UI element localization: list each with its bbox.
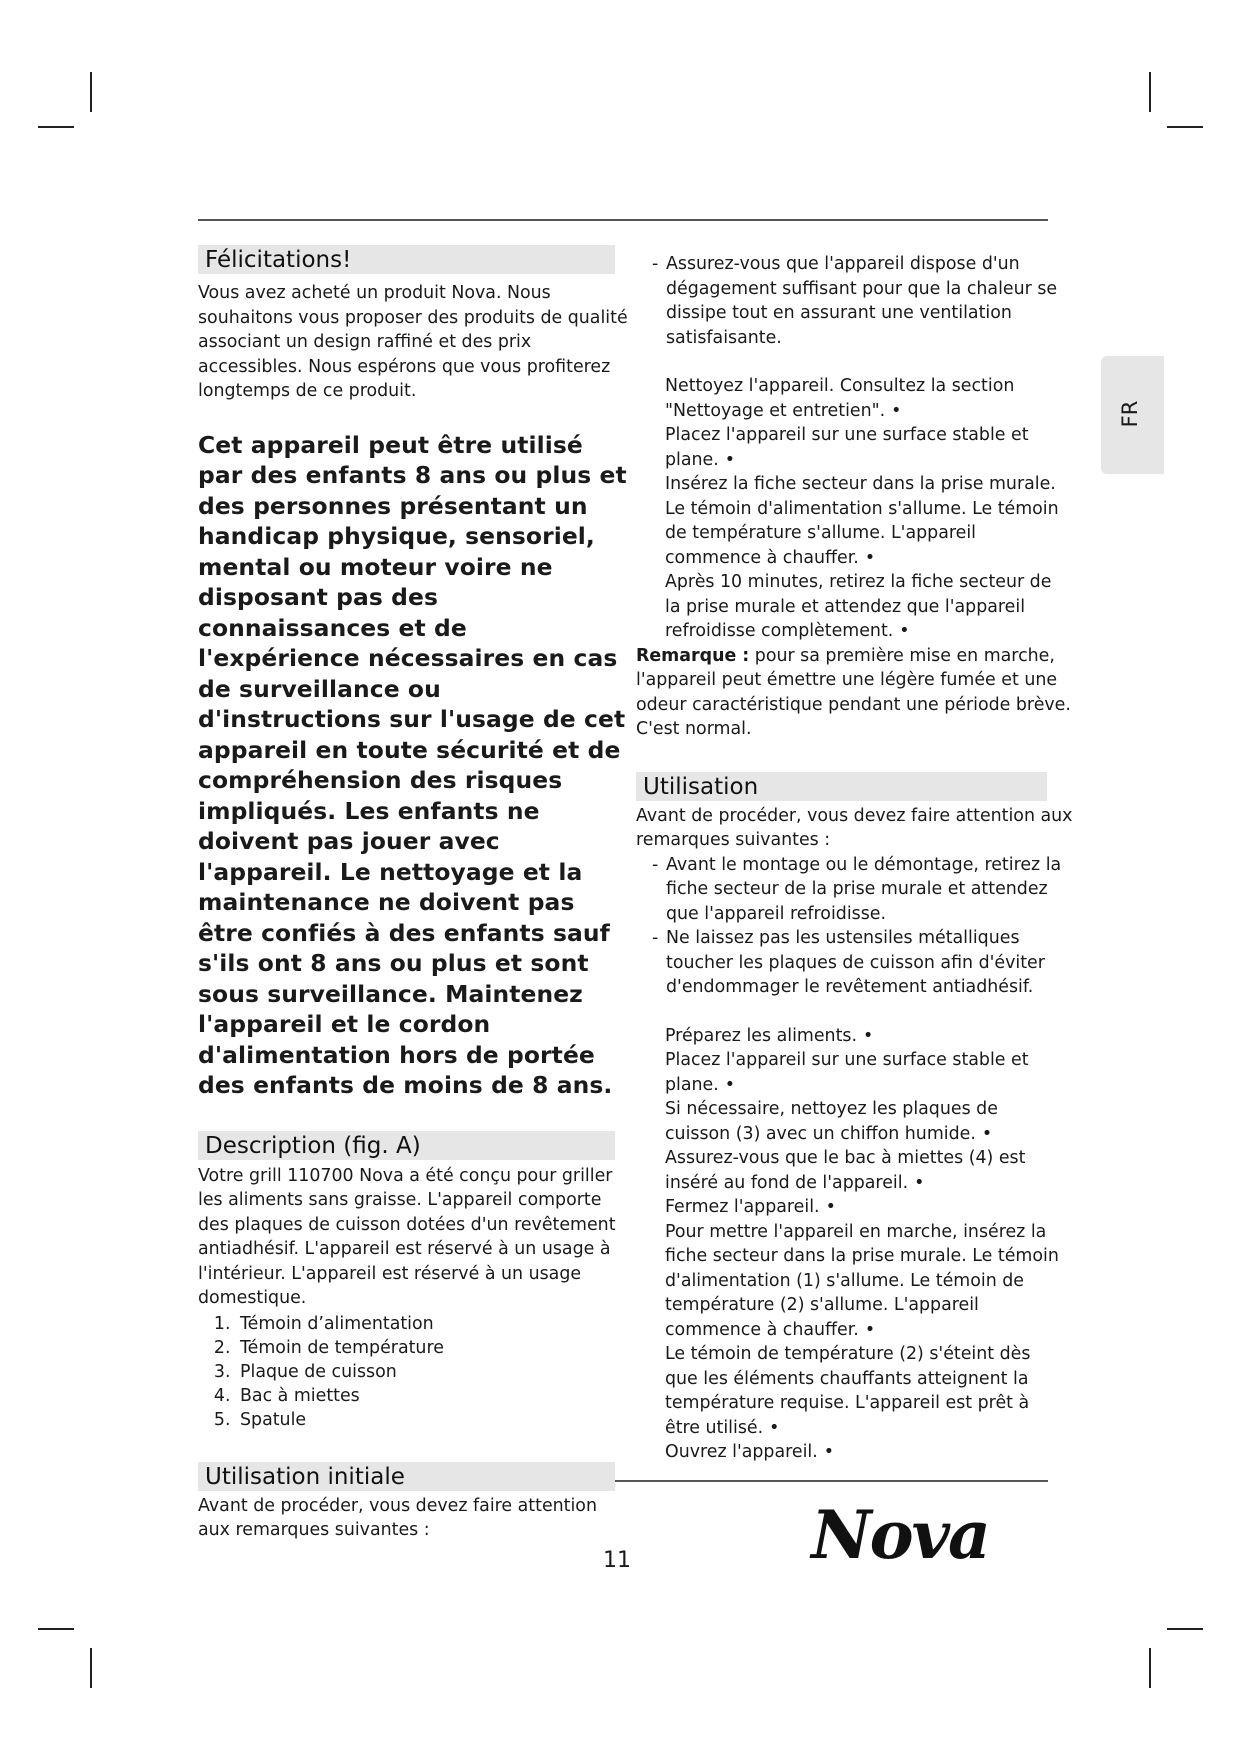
step-item: Insérez la fiche secteur dans la prise murale. Le témoin d'alimentation s'allume. Le témoin de température s'allume. L'appareil commence à chauffer. • <box>665 474 1059 568</box>
svg-text:Nova: Nova <box>811 1500 989 1570</box>
language-tab-label: FR <box>1118 400 1142 428</box>
step-text: Placez l'appareil sur une surface stable et plane. <box>665 1050 1029 1095</box>
crop-mark <box>1167 126 1203 128</box>
crop-mark <box>90 1648 92 1688</box>
crop-mark <box>1149 72 1151 112</box>
step-text: Préparez les aliments. <box>665 1025 857 1046</box>
step-item: Nettoyez l'appareil. Consultez la section "Nettoyage et entretien". • <box>665 376 1015 421</box>
page-number: 11 <box>603 1548 631 1573</box>
language-tab <box>1101 356 1164 474</box>
step-text: Le témoin de température (2) s'éteint dès que les éléments chauffants atteignent la température requise. L'appareil est prêt à être utilisé. <box>665 1344 1031 1438</box>
step-item: Ouvrez l'appareil. • <box>665 1442 835 1462</box>
step-item: Le témoin de température (2) s'éteint dès que les éléments chauffants atteignent la température requise. L'appareil est prêt à être utilisé. • <box>665 1344 1031 1438</box>
step-text: Après 10 minutes, retirez la fiche secteur de la prise murale et attendez que l'appareil refroidisse complètement. <box>665 572 1052 641</box>
crop-mark <box>1167 1628 1203 1630</box>
section-heading-utilisation: Utilisation <box>636 772 1047 801</box>
safety-warning: Cet appareil peut être utilisé par des enfants 8 ans ou plus et des personnes présentant un handicap physique, sensoriel, mental ou moteur voire ne disposant pas des connaissances et de l'expérience nécessaires en cas de surveillance ou d'instructions sur l'usage de cet appareil en toute sécurité et de compréhension des risques impliqués. Les enfants ne doivent pas jouer avec l'appareil. Le nettoyage et la maintenance ne doivent pas être confiés à des enfants sauf s'ils ont 8 ans ou plus et sont sous surveillance. Maintenez l'appareil et le cordon d'alimentation hors de portée des enfants de moins de 8 ans. <box>198 430 627 1099</box>
step-item: Si nécessaire, nettoyez les plaques de cuisson (3) avec un chiffon humide. • <box>665 1099 998 1144</box>
step-item: Placez l'appareil sur une surface stable et plane. • <box>665 425 1029 470</box>
description-text: Votre grill 110700 Nova a été conçu pour griller les aliments sans graisse. L'appareil comporte des plaques de cuisson dotées d'un revêtement antiadhésif. L'appareil est réservé à un usage à l'intérieur. L'appareil est réservé à un usage domestique. <box>198 1165 616 1308</box>
dash-note: - Assurez-vous que l'appareil dispose d'un dégagement suffisant pour que la chaleur se dissipe tout en assurant une ventilation satisfaisante. <box>652 254 1058 348</box>
step-item: Placez l'appareil sur une surface stable et plane. • <box>665 1050 1029 1095</box>
step-text: Ouvrez l'appareil. <box>665 1442 818 1462</box>
step-item: Fermez l'appareil. • <box>665 1197 836 1217</box>
step-text: Placez l'appareil sur une surface stable et plane. <box>665 425 1029 470</box>
crop-mark <box>90 72 92 112</box>
section-heading-felicitations: Félicitations! <box>198 245 615 274</box>
crop-mark <box>38 126 74 128</box>
section-heading-utilisation-initiale: Utilisation initiale <box>198 1462 615 1491</box>
dash-note: - Avant le montage ou le démontage, retirez la fiche secteur de la prise murale et attendez que l'appareil refroidisse. <box>652 854 1062 924</box>
parts-list-item: 2. Témoin de température <box>236 1336 630 1360</box>
section-heading-description: Description (fig. A) <box>198 1131 615 1160</box>
parts-list-item: 1. Témoin d’alimentation <box>236 1312 630 1336</box>
utilisation-intro: Avant de procéder, vous devez faire attention aux remarques suivantes : <box>636 805 1073 850</box>
step-text: Fermez l'appareil. <box>665 1197 820 1217</box>
step-text: Nettoyez l'appareil. Consultez la section "Nettoyage et entretien". <box>665 376 1015 421</box>
dash-note: - Ne laissez pas les ustensiles métalliques toucher les plaques de cuisson afin d'éviter d'endommager le revêtement antiadhésif. <box>652 928 1045 997</box>
step-text: Pour mettre l'appareil en marche, insérez la fiche secteur dans la prise murale. Le témoin d'alimentation (1) s'allume. Le témoin de température (2) s'allume. L'appareil commence à chauffer. <box>665 1221 1059 1340</box>
step-item: Assurez-vous que le bac à miettes (4) est inséré au fond de l'appareil. • <box>665 1148 1026 1193</box>
step-text: Assurez-vous que le bac à miettes (4) est inséré au fond de l'appareil. <box>665 1148 1026 1193</box>
step-text: Si nécessaire, nettoyez les plaques de cuisson (3) avec un chiffon humide. <box>665 1099 998 1144</box>
dash-note-text: Ne laissez pas les ustensiles métalliques toucher les plaques de cuisson afin d'éviter d'endommager le revêtement antiadhésif. <box>666 928 1045 997</box>
dash-note-text: Assurez-vous que l'appareil dispose d'un dégagement suffisant pour que la chaleur se dissipe tout en assurant une ventilation satisfaisante. <box>666 254 1058 348</box>
parts-list-item: 3. Plaque de cuisson <box>236 1360 630 1384</box>
nova-logo <box>762 1500 1038 1570</box>
left-column <box>198 245 630 1543</box>
remark <box>636 644 1078 742</box>
parts-list <box>198 1312 630 1433</box>
remark-text: pour sa première mise en marche, l'appareil peut émettre une légère fumée et une odeur caractéristique pendant une période brève. C'est normal. <box>636 645 1071 739</box>
step-item: Pour mettre l'appareil en marche, insérez la fiche secteur dans la prise murale. Le témoin d'alimentation (1) s'allume. Le témoin de température (2) s'allume. L'appareil commence à chauffer. • <box>665 1221 1059 1340</box>
step-text: Insérez la fiche secteur dans la prise murale. Le témoin d'alimentation s'allume. Le témoin de température s'allume. L'appareil commence à chauffer. <box>665 474 1059 568</box>
step-item: Préparez les aliments. • <box>665 1025 874 1046</box>
step-item: Après 10 minutes, retirez la fiche secteur de la prise murale et attendez que l'appareil refroidisse complètement. • <box>665 572 1052 641</box>
dash-note-text: Avant le montage ou le démontage, retirez la fiche secteur de la prise murale et attendez que l'appareil refroidisse. <box>666 854 1062 924</box>
parts-list-item: 4. Bac à miettes <box>236 1384 630 1408</box>
parts-list-item: 5. Spatule <box>236 1408 630 1432</box>
crop-mark <box>1149 1648 1151 1688</box>
top-rule <box>198 219 1048 221</box>
utilisation-initiale-text: Avant de procéder, vous devez faire attention aux remarques suivantes : <box>198 1495 597 1541</box>
remark-label: Remarque : <box>636 645 750 666</box>
felicitations-text: Vous avez acheté un produit Nova. Nous souhaitons vous proposer des produits de qualité associant un design raffiné et des prix accessibles. Nous espérons que vous profiterez longtemps de ce produit. <box>198 283 628 401</box>
crop-mark <box>38 1628 74 1630</box>
right-column <box>636 252 1078 1465</box>
